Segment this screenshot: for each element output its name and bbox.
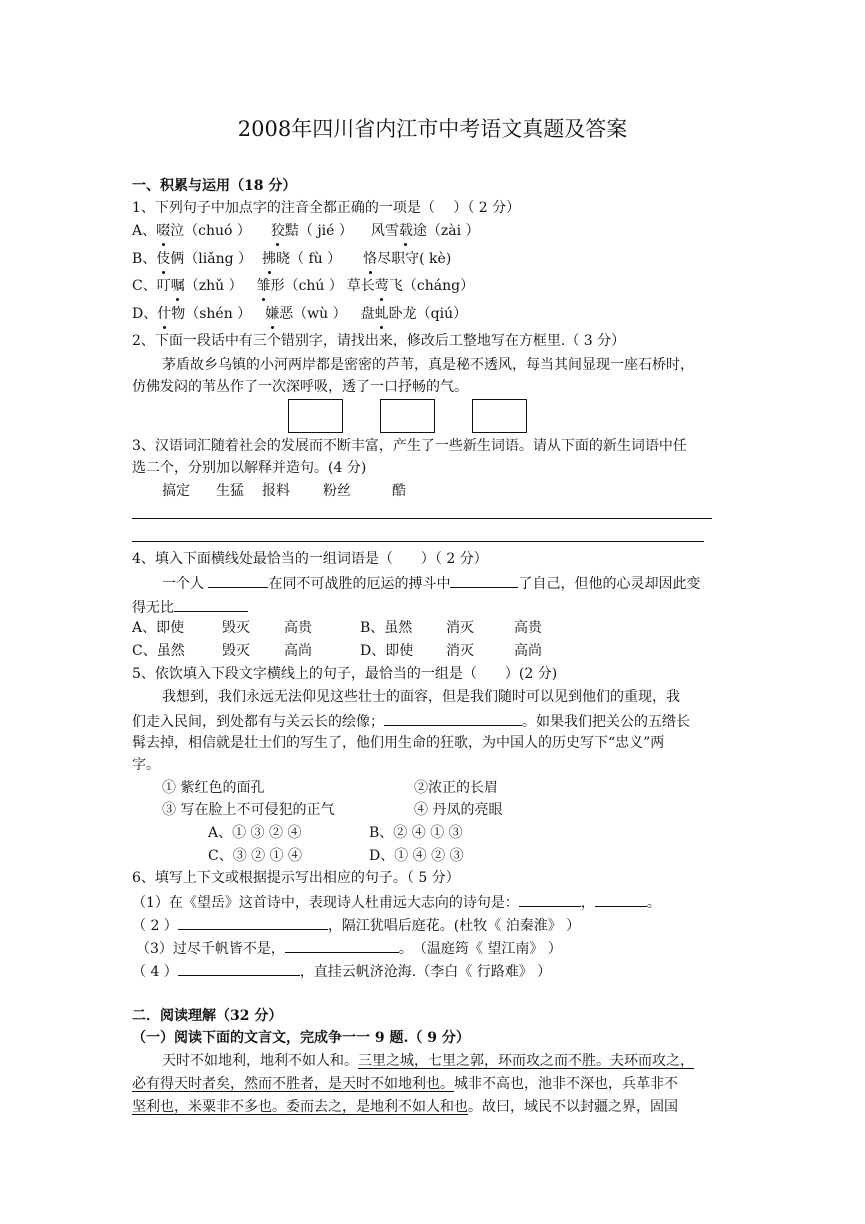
question-4-option: 消灭 xyxy=(446,620,474,636)
question-6-item: （1）在《望岳》这首诗中，表现诗人杜甫远大志向的诗句是： ， 。 xyxy=(132,891,661,913)
question-1-option-d: D、什物（shén ） 嫌恶（wù ） 盘虬卧龙（qiú） xyxy=(132,306,468,322)
question-1-option-c: C、叮嘱（zhǔ ） 雏形（chú ） 草长莺飞（cháng） xyxy=(132,278,475,294)
question-4-option: A、即使 xyxy=(132,620,185,636)
question-4-option: B、虽然 xyxy=(360,620,413,636)
question-4-option: 高尚 xyxy=(284,643,312,659)
answer-box[interactable] xyxy=(472,399,527,433)
question-6-item: （ 2 ） ，隔江犹唱后庭花。(杜牧《 泊秦淮》 ） xyxy=(132,914,580,936)
answer-box[interactable] xyxy=(288,399,343,433)
answer-box[interactable] xyxy=(380,399,435,433)
question-4-option: 毁灭 xyxy=(222,620,250,636)
answer-line[interactable] xyxy=(132,518,712,519)
question-3-word: 粉丝 xyxy=(323,483,351,499)
question-4-stem: 4、填入下面横线处最恰当的一组词语是（ ）（ 2 分） xyxy=(132,551,488,567)
question-5-item: ③ 写在脸上不可侵犯的正气 xyxy=(162,802,335,818)
question-5-passage-line: 髯去掉，相信就是壮士们的写生了，他们用生命的狂歌，为中国人的历史写下“忠义”两 xyxy=(132,735,665,751)
fill-blank xyxy=(450,572,518,588)
fill-blank xyxy=(595,891,647,907)
question-3-stem: 3、汉语词汇随着社会的发展而不断丰富，产生了一些新生词语。请从下面的新生词语中任 xyxy=(132,438,687,454)
question-3-word: 酷 xyxy=(392,483,406,499)
question-4-passage-line: 一个人 在同不可战胜的厄运的搏斗中 了自己，但他的心灵却因此变 xyxy=(162,572,700,594)
question-2-passage-line: 仿佛发闷的苇丛作了一次深呼吸，透了一口抒畅的气。 xyxy=(132,379,468,395)
question-5-passage-line: 我想到，我们永远无法仰见这些壮士的面容，但是我们随时可以见到他们的重现，我 xyxy=(162,689,680,705)
question-5-item: ④ 丹凤的亮眼 xyxy=(414,802,503,818)
question-6-item: （3）过尽千帆皆不是， 。 （温庭筠《 望江南》 ） xyxy=(136,937,562,959)
question-4-option: 高尚 xyxy=(514,643,542,659)
subsection-heading: （一）阅读下面的文言文，完成争一一 9 题.（ 9 分） xyxy=(132,1030,470,1046)
question-4-option: 高贵 xyxy=(514,620,542,636)
question-4-passage-line: 得无比 xyxy=(132,596,248,618)
question-1-option-a: A、啜泣（chuó ） 狡黠（ jié ） 风雪载途（zài ） xyxy=(132,223,480,239)
question-3-stem: 选二个，分别加以解释并造句。(4 分) xyxy=(132,460,367,476)
question-1-option-b: B、伎俩（liǎng ） 拂晓（ fù ） 恪尽职守( kè) xyxy=(132,251,452,267)
question-4-option: 消灭 xyxy=(446,643,474,659)
question-6-stem: 6、填写上下文或根据提示写出相应的句子。（ 5 分） xyxy=(132,870,460,886)
classical-text-line: 天时不如地利，地利不如人和。三里之城，七里之郭，环而攻之而不胜。夫环而攻之， xyxy=(162,1053,694,1069)
question-2-stem: 2、下面一段话中有三个错别字，请找出来，修改后工整地写在方框里.（ 3 分） xyxy=(132,333,626,349)
fill-blank xyxy=(285,937,399,953)
question-5-stem: 5、依饮填入下段文字横线上的句子，最恰当的一组是（ ）(2 分) xyxy=(132,666,558,682)
section-heading: 一、积累与运用（18 分） xyxy=(132,178,297,194)
classical-text-line: 必有得天时者矣，然而不胜者，是天时不如地利也。城非不高也，池非不深也，兵革非不 xyxy=(132,1076,678,1092)
question-6-item: （ 4 ） ，直挂云帆济沧海.（李白《 行路难》 ） xyxy=(132,960,551,982)
question-3-word: 生猛 xyxy=(216,483,244,499)
fill-blank xyxy=(178,914,328,930)
question-5-item: ②浓正的长眉 xyxy=(414,780,498,796)
question-5-option: C、③ ② ① ④ xyxy=(208,848,303,864)
section-heading: 二．阅读理解（32 分） xyxy=(132,1008,283,1024)
classical-text-line: 坚利也，米粟非不多也。委而去之，是地利不如人和也。故曰，域民不以封疆之界，固国 xyxy=(132,1099,678,1115)
question-1-stem: 1、下列句子中加点字的注音全都正确的一项是（ ）（ 2 分） xyxy=(132,200,521,216)
question-2-passage-line: 茅盾故乡乌镇的小河两岸都是密密的芦苇，真是秘不透风，每当其间显现一座石桥时， xyxy=(162,357,694,373)
question-3-word: 搞定 xyxy=(162,483,190,499)
fill-blank xyxy=(384,710,522,726)
question-4-option: 毁灭 xyxy=(222,643,250,659)
fill-blank xyxy=(178,960,300,976)
answer-line[interactable] xyxy=(132,541,704,542)
question-5-passage-line: 字。 xyxy=(132,757,160,773)
page-title: 2008年四川省内江市中考语文真题及答案 xyxy=(237,117,628,141)
question-5-option: A、① ③ ② ④ xyxy=(208,825,302,841)
question-4-option: 高贵 xyxy=(284,620,312,636)
question-5-option: D、① ④ ② ③ xyxy=(369,848,464,864)
question-5-option: B、② ④ ① ③ xyxy=(369,825,463,841)
question-4-option: C、虽然 xyxy=(132,643,185,659)
fill-blank xyxy=(208,572,268,588)
fill-blank xyxy=(519,891,581,907)
question-4-option: D、即使 xyxy=(360,643,414,659)
question-5-item: ① 紫红色的面孔 xyxy=(162,780,265,796)
question-5-passage-line: 们走入民间，到处都有与关云长的绘像； 。如果我们把关公的五绺长 xyxy=(132,710,690,732)
fill-blank xyxy=(174,596,248,612)
question-3-word: 报料 xyxy=(262,483,290,499)
